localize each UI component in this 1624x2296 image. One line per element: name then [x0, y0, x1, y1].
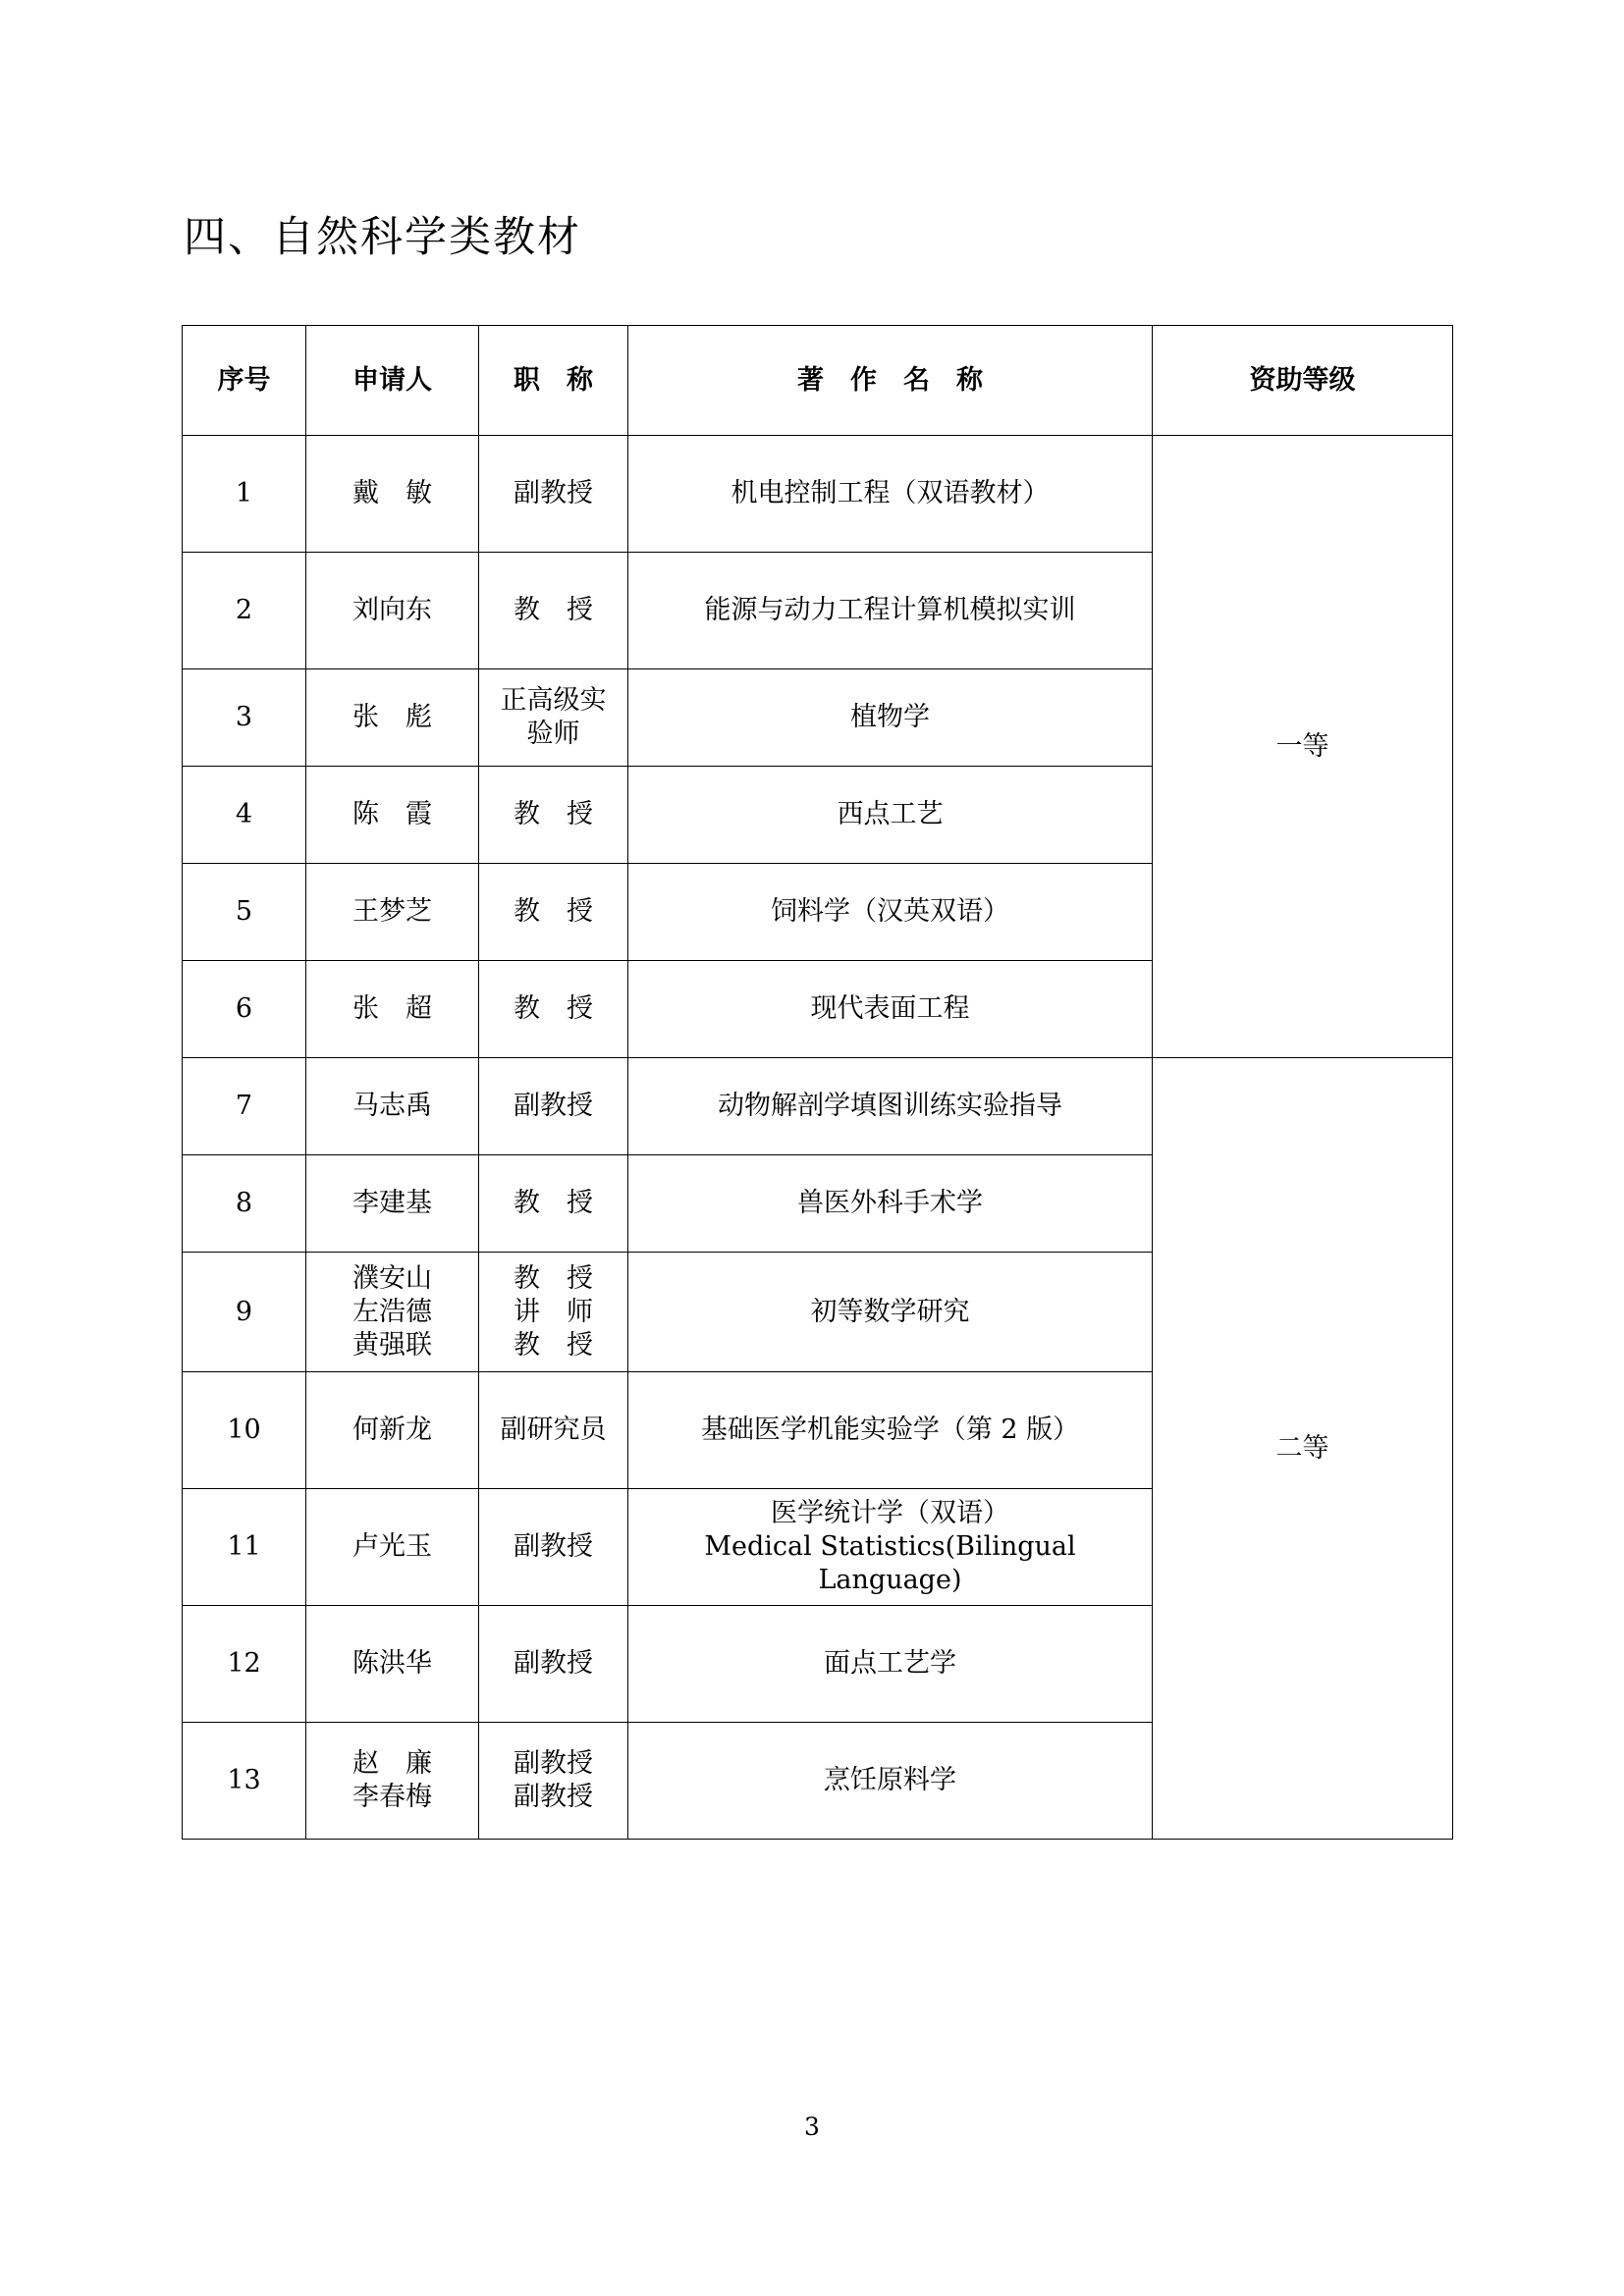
row-seq: 10	[183, 1372, 306, 1489]
row-applicant: 王梦芝	[306, 864, 479, 961]
row-applicant: 陈洪华	[306, 1606, 479, 1723]
row-title: 副研究员	[479, 1372, 628, 1489]
row-title: 副教授	[479, 1489, 628, 1606]
header-grade: 资助等级	[1153, 326, 1453, 436]
row-work: 能源与动力工程计算机模拟实训	[628, 553, 1153, 669]
row-applicant: 何新龙	[306, 1372, 479, 1489]
row-applicant: 李建基	[306, 1155, 479, 1253]
row-work: 动物解剖学填图训练实验指导	[628, 1058, 1153, 1155]
row-seq: 5	[183, 864, 306, 961]
row-applicant: 陈 霞	[306, 767, 479, 864]
section-title: 四、自然科学类教材	[184, 213, 581, 262]
row-applicant: 濮安山 左浩德 黄强联	[306, 1253, 479, 1372]
row-seq: 7	[183, 1058, 306, 1155]
table-header-row	[183, 326, 1453, 436]
row-title: 教 授	[479, 767, 628, 864]
row-applicant: 马志禹	[306, 1058, 479, 1155]
row-title: 正高级实 验师	[479, 669, 628, 767]
row-work: 饲料学（汉英双语）	[628, 864, 1153, 961]
row-seq: 8	[183, 1155, 306, 1253]
table-row	[183, 1058, 1453, 1155]
row-title: 教 授	[479, 961, 628, 1058]
award-table	[182, 325, 1453, 1840]
row-seq: 6	[183, 961, 306, 1058]
row-seq: 13	[183, 1723, 306, 1840]
row-title: 教 授	[479, 553, 628, 669]
row-work: 西点工艺	[628, 767, 1153, 864]
table-row	[183, 436, 1453, 553]
row-seq: 3	[183, 669, 306, 767]
row-applicant: 赵 廉 李春梅	[306, 1723, 479, 1840]
grade-first: 一等	[1153, 436, 1453, 1058]
row-title: 副教授	[479, 1058, 628, 1155]
row-seq: 1	[183, 436, 306, 553]
row-applicant: 张 超	[306, 961, 479, 1058]
header-seq: 序号	[183, 326, 306, 436]
row-applicant: 张 彪	[306, 669, 479, 767]
row-applicant: 卢光玉	[306, 1489, 479, 1606]
header-work: 著 作 名 称	[628, 326, 1153, 436]
row-title: 副教授	[479, 1606, 628, 1723]
row-work: 基础医学机能实验学（第 2 版）	[628, 1372, 1153, 1489]
row-work: 烹饪原料学	[628, 1723, 1153, 1840]
row-work: 机电控制工程（双语教材）	[628, 436, 1153, 553]
row-work: 植物学	[628, 669, 1153, 767]
row-work: 医学统计学（双语） Medical Statistics(Bilingual Language)	[628, 1489, 1153, 1606]
grade-second: 二等	[1153, 1058, 1453, 1840]
row-work: 初等数学研究	[628, 1253, 1153, 1372]
row-seq: 2	[183, 553, 306, 669]
row-seq: 11	[183, 1489, 306, 1606]
row-seq: 4	[183, 767, 306, 864]
row-applicant: 刘向东	[306, 553, 479, 669]
row-work: 面点工艺学	[628, 1606, 1153, 1723]
row-seq: 9	[183, 1253, 306, 1372]
row-applicant: 戴 敏	[306, 436, 479, 553]
header-title: 职 称	[479, 326, 628, 436]
row-seq: 12	[183, 1606, 306, 1723]
row-title: 副教授	[479, 436, 628, 553]
row-work: 兽医外科手术学	[628, 1155, 1153, 1253]
row-work: 现代表面工程	[628, 961, 1153, 1058]
row-title: 副教授 副教授	[479, 1723, 628, 1840]
header-applicant: 申请人	[306, 326, 479, 436]
row-title: 教 授	[479, 864, 628, 961]
row-title: 教 授 讲 师 教 授	[479, 1253, 628, 1372]
page-number: 3	[804, 2112, 820, 2141]
row-title: 教 授	[479, 1155, 628, 1253]
